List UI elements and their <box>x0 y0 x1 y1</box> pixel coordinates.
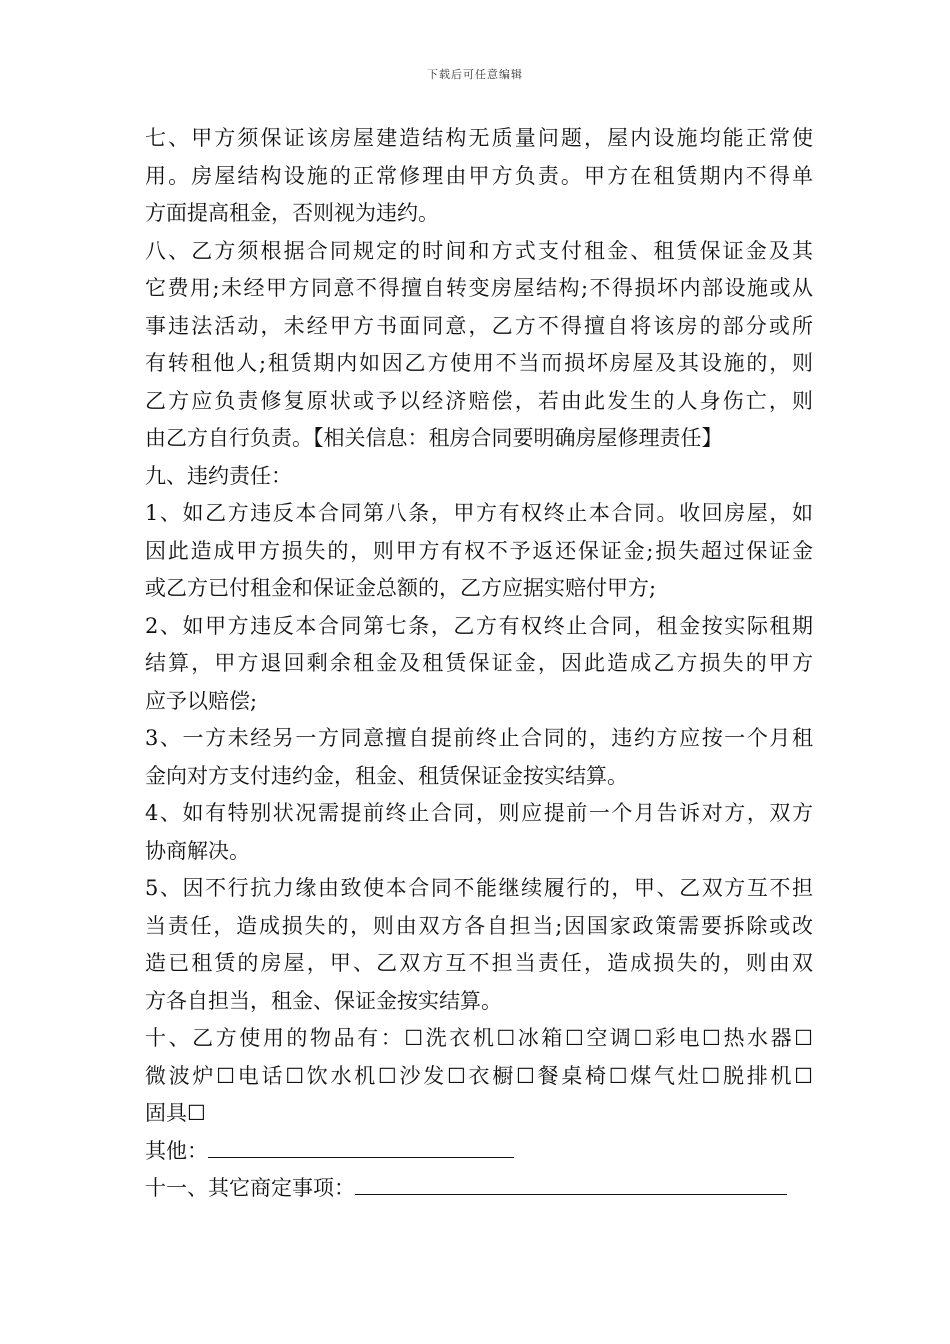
other-label: 其他： <box>145 1138 208 1163</box>
text-line: 2、如甲方违反本合同第七条，乙方有权终止合同，租金按实际租期 <box>145 613 813 638</box>
document-body <box>145 120 813 1208</box>
text-line: 八、乙方须根据合同规定的时间和方式支付租金、租赁保证金及其 <box>145 238 813 263</box>
text-line: 或乙方已付租金和保证金总额的，乙方应据实赔付甲方; <box>145 576 657 600</box>
text-line: 用。房屋结构设施的正常修理由甲方负责。甲方在租赁期内不得单 <box>145 163 813 188</box>
text-line: 协商解决。 <box>145 838 250 863</box>
text-line: 九、违约责任： <box>145 463 292 488</box>
other-matters-blank-line <box>355 1174 787 1195</box>
text-line: 方面提高租金，否则视为违约。 <box>145 201 439 225</box>
text-line: 七、甲方须保证该房屋建造结构无质量问题，屋内设施均能正常使 <box>145 126 813 150</box>
other-blank-line <box>208 1137 514 1158</box>
other-field-row <box>145 1133 813 1171</box>
text-line: 金向对方支付违约金，租金、租赁保证金按实结算。 <box>145 763 628 788</box>
text-line: 应予以赔偿; <box>145 688 258 713</box>
text-line: 当责任，造成损失的，则由双方各自担当;因国家政策需要拆除或改 <box>145 913 813 938</box>
other-matters-row <box>145 1170 813 1208</box>
text-line: 1、如乙方违反本合同第八条，甲方有权终止本合同。收回房屋，如 <box>145 501 813 525</box>
text-line: 十、乙方使用的物品有：☐洗衣机☐冰箱☐空调☐彩电☐热水器☐ <box>145 1026 813 1050</box>
text-line: 4、如有特别状况需提前终止合同，则应提前一个月告诉对方，双方 <box>145 801 813 825</box>
text-line: 乙方应负责修复原状或予以经济赔偿，若由此发生的人身伤亡，则 <box>145 388 813 413</box>
page-header: 下载后可任意编辑 <box>427 68 523 81</box>
text-line: 由乙方自行负责。【相关信息：租房合同要明确房屋修理责任】 <box>145 426 723 450</box>
text-line: 5、因不行抗力缘由致使本合同不能继续履行的，甲、乙双方互不担 <box>145 876 813 900</box>
text-line: 造已租赁的房屋，甲、乙双方互不担当责任，造成损失的，则由双 <box>145 951 813 975</box>
text-line: 它费用;未经甲方同意不得擅自转变房屋结构;不得损坏内部设施或从 <box>145 276 813 300</box>
text-line: 事违法活动，未经甲方书面同意，乙方不得擅自将该房的部分或所 <box>145 313 813 338</box>
text-line: 3、一方未经另一方同意擅自提前终止合同的，违约方应按一个月租 <box>145 726 813 750</box>
text-line: 固具☐ <box>145 1101 206 1125</box>
text-line: 有转租他人;租赁期内如因乙方使用不当而损坏房屋及其设施的，则 <box>145 351 813 375</box>
text-line: 因此造成甲方损失的，则甲方有权不予返还保证金;损失超过保证金 <box>145 538 813 563</box>
text-line: 结算，甲方退回剩余租金及租赁保证金，因此造成乙方损失的甲方 <box>145 651 813 675</box>
other-matters-label: 十一、其它商定事项： <box>145 1176 355 1200</box>
text-line: 微波炉☐电话☐饮水机☐沙发☐衣橱☐餐桌椅☐煤气灶☐脱排机☐ <box>145 1063 813 1088</box>
text-line: 方各自担当，租金、保证金按实结算。 <box>145 988 502 1013</box>
